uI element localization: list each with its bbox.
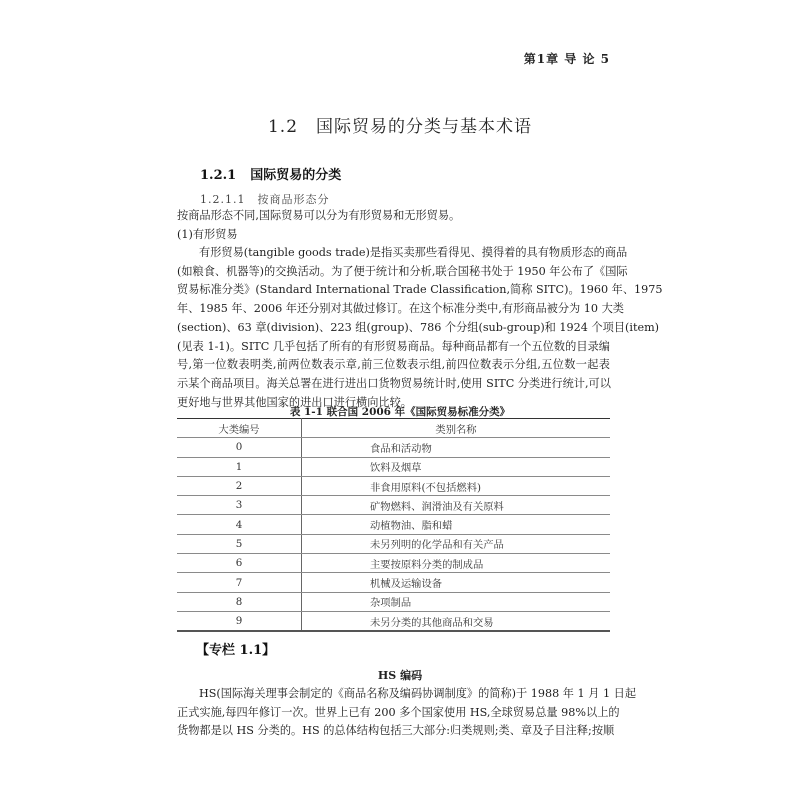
row-code: 5 <box>177 534 302 553</box>
row-name: 动植物油、脂和蜡 <box>302 515 611 534</box>
table-row <box>177 592 610 611</box>
row-name: 食品和活动物 <box>302 438 611 457</box>
row-code: 0 <box>177 438 302 457</box>
box-label: 【专栏 1.1】 <box>196 643 276 658</box>
section-number: 1.2 <box>267 117 299 137</box>
section-heading <box>0 112 800 137</box>
subsection-heading <box>200 164 341 183</box>
header-name: 类别名称 <box>302 419 611 438</box>
paragraph-line: 更好地与世界其他国家的进出口进行横向比较。 <box>177 395 412 409</box>
paragraph-line: (如粮食、机器等)的交换活动。为了便于统计和分析,联合国秘书处于 1950 年公布了《国际 <box>177 264 628 278</box>
row-name: 主要按原料分类的制成品 <box>302 554 611 573</box>
table-row <box>177 573 610 592</box>
hs-paragraph <box>177 685 637 741</box>
subsection-title: 国际贸易的分类 <box>250 168 342 183</box>
row-code: 7 <box>177 573 302 592</box>
row-name: 饮料及烟草 <box>302 457 611 476</box>
row-name: 机械及运输设备 <box>302 573 611 592</box>
table-row <box>177 554 610 573</box>
row-code: 6 <box>177 554 302 573</box>
header-code: 大类编号 <box>177 419 302 438</box>
table-row <box>177 457 610 476</box>
row-code: 4 <box>177 515 302 534</box>
paragraph-line: (见表 1-1)。SITC 几乎包括了所有的有形贸易商品。每种商品都有一个五位数的目录编 <box>177 339 610 353</box>
row-name: 非食用原料(不包括燃料) <box>302 476 611 495</box>
subsection-number: 1.2.1 <box>200 168 237 183</box>
row-code: 8 <box>177 592 302 611</box>
table-row <box>177 534 610 553</box>
box-title: HS 编码 <box>377 669 423 682</box>
table-row <box>177 515 610 534</box>
table-row <box>177 476 610 495</box>
table-header-row <box>177 419 610 438</box>
sitc-table <box>177 418 610 632</box>
row-name: 未另列明的化学品和有关产品 <box>302 534 611 553</box>
row-code: 9 <box>177 611 302 631</box>
paragraph-line: 贸易标准分类》(Standard International Trade Classification,简称 SITC)。1960 年、1975 <box>177 283 663 297</box>
running-head: 第1章 导 论 5 <box>523 52 610 66</box>
subsubsection-title: 按商品形态分 <box>257 193 330 206</box>
table-row <box>177 438 610 457</box>
table-row <box>177 611 610 631</box>
subsubsection-number: 1.2.1.1 <box>200 193 246 206</box>
table-row <box>177 496 610 515</box>
paragraph-line: 有形贸易(tangible goods trade)是指买卖那些看得见、摸得着的具有物质形态的商品 <box>199 246 628 259</box>
section-title: 国际贸易的分类与基本术语 <box>316 117 533 137</box>
row-code: 2 <box>177 476 302 495</box>
row-code: 1 <box>177 457 302 476</box>
table-caption: 表 1-1 联合国 2006 年《国际贸易标准分类》 <box>289 406 511 418</box>
row-code: 3 <box>177 496 302 515</box>
paragraph-line: 货物都是以 HS 分类的。HS 的总体结构包括三大部分:归类规则;类、章及子目注释;按顺 <box>177 724 615 738</box>
paragraph-line: 号,第一位数表明类,前两位数表示章,前三位数表示组,前四位数表示分组,五位数一起表 <box>177 358 610 372</box>
paragraph-line: HS(国际海关理事会制定的《商品名称及编码协调制度》的简称)于 1988 年 1 月 1 日起 <box>199 687 637 700</box>
tangible-trade-paragraph <box>177 244 663 412</box>
intro-paragraph <box>177 207 610 244</box>
paragraph-line: 示某个商品项目。海关总署在进行进出口货物贸易统计时,使用 SITC 分类进行统计,可以 <box>177 376 611 390</box>
subsubsection-heading <box>200 191 329 207</box>
row-name: 矿物燃料、润滑油及有关原料 <box>302 496 611 515</box>
row-name: 杂项制品 <box>302 592 611 611</box>
paragraph-line: 年、1985 年、2006 年还分别对其做过修订。在这个标准分类中,有形商品被分为 10 大类 <box>177 302 624 316</box>
item-heading: (1)有形贸易 <box>177 227 238 241</box>
intro-line: 按商品形态不同,国际贸易可以分为有形贸易和无形贸易。 <box>177 209 461 222</box>
paragraph-line: 正式实施,每四年修订一次。世界上已有 200 多个国家使用 HS,全球贸易总量 98%以上的 <box>177 705 620 719</box>
row-name: 未另分类的其他商品和交易 <box>302 611 611 631</box>
paragraph-line: (section)、63 章(division)、223 组(group)、786 个分组(sub-group)和 1924 个项目(item) <box>177 320 660 334</box>
